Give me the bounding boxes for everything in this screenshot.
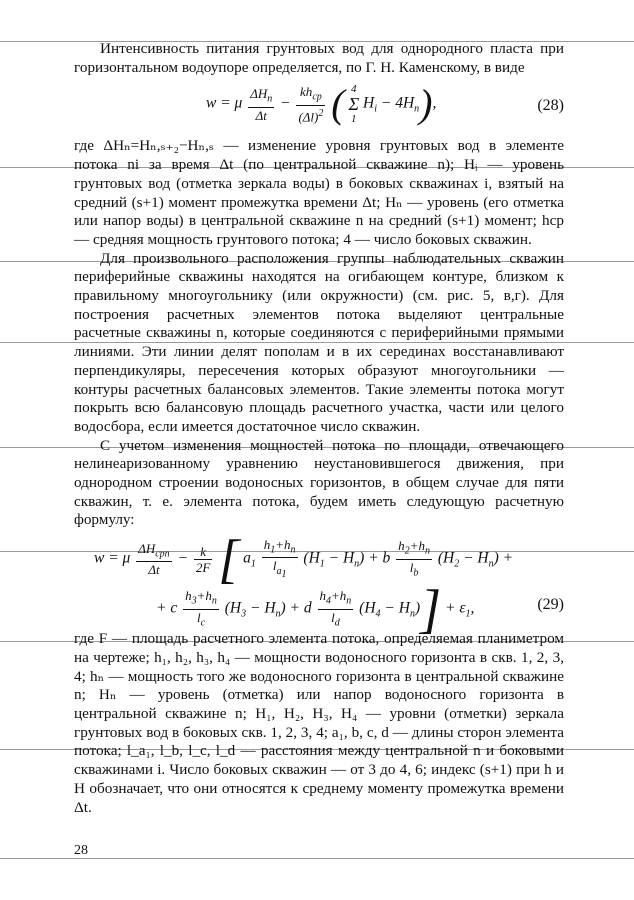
equation-29-line2: + c $\frac{h_3+h_n}{l_c}$ $(H_3 - H_n) + d$ $\frac{h_4+h_n}{l_d}$ $(H_4 - H_n)] + \varepsilon_1$, [156, 579, 475, 640]
paragraph-definitions-29: где F — площадь расчетного элемента потока, определяемая планиметром на чертеже; h₁, h₂, h₃, h₄ — мощности водоносного горизонта в скв. 1, 2, 3, 4; hₙ — мощность того же водоносного горизонта в центральной скважине n; Hₙ — уровень (отметка) или напор водоносного горизонта в центральной скважине n; H₁, H₂, H₃, H₄ — уровни (отметки) зеркала грунтовых вод в боковых скв. 1, 2, 3, 4; a₁, b, c, d — длины сторон элемента потока; l_a₁, l_b, l_c, l_d — расстояния между центральной n и боковыми скважинами i. Число боковых скважин — от 3 до 4, 6; индекс (s+1) при h и H обозначает, что они относятся к среднему моменту промежутка времени Δt. [74, 630, 564, 816]
equation-29-number: (29) [537, 596, 564, 614]
equation-28-body: w = μ $\frac{\Delta H_n}{\Delta t}$ − $\frac{kh_{ср}}{(\Delta l)^2}$ ( 4 Σ 1 $H_i - 4H_n$), [206, 81, 437, 127]
paragraph-definitions-28: где ΔHₙ=Hₙ,ₛ₊₂−Hₙ,ₛ — изменение уровня грунтовых вод в элементе потока ni за время Δt (по центральной скважине n); Hᵢ — уровень грунтовых вод (отметка зеркала воды) в боковых скважинах i, взятый на средний (s+1) момент промежутка времени Δt; Hₙ — уровень (его отметка или напор воды) в центральной скважине n на средний (s+1) момент; hср — средняя мощность грунтового потока; 4 — число боковых скважин. [74, 137, 564, 248]
page-number: 28 [74, 843, 88, 858]
paragraph-formula-intro: С учетом изменения мощностей потока по площади, отвечающего нелинеаризованному уравнению неустановившегося движения, при однородном строении водоносных горизонтов, в общем случае для пяти скважин, т. е. элемента потока, будем иметь следующую расчетную формулу: [74, 436, 564, 529]
equation-28 [74, 77, 564, 137]
paragraph-arrangement: Для произвольного расположения группы наблюдательных скважин периферийные скважины находятся на огибающем контуре, близком к правильному многоугольнику (или окружности) (см. рис. 5, в,г). Для построения расчетных элементов потока выделяют центральные расчетные скважины n, которые соединяются с периферийными прямыми линиями. Эти линии делят пополам и в их серединах восстанавливают перпендикуляры, пересечения которых образуют многоугольники — контуры расчетных балансовых элементов. Такие элементы потока могут покрыть всю балансовую площадь расчетного участка, части или целого водосбора, если имеется достаточное число скважин. [74, 249, 564, 435]
equation-28-number: (28) [537, 97, 564, 115]
equation-29 [74, 529, 564, 640]
equation-29-line1: w = μ $\frac{\Delta H_{срn}}{\Delta t}$ − $\frac{k}{2F}$ [ $a_1$ $\frac{h_1+h_n}{l_{a_1}}$ $(H_1 - H_n) + b$ $\frac{h_2+h_n}{l_b}$ $(H_2 - H_n)$ + [94, 529, 514, 590]
sum-symbol: 4 Σ 1 [348, 83, 360, 126]
paragraph-intro: Интенсивность питания грунтовых вод для однородного пласта при горизонтальном водоупоре определяется, по Г. Н. Каменскому, в виде [74, 40, 564, 76]
scan-line-bottom [0, 858, 634, 859]
page-body [74, 40, 564, 817]
